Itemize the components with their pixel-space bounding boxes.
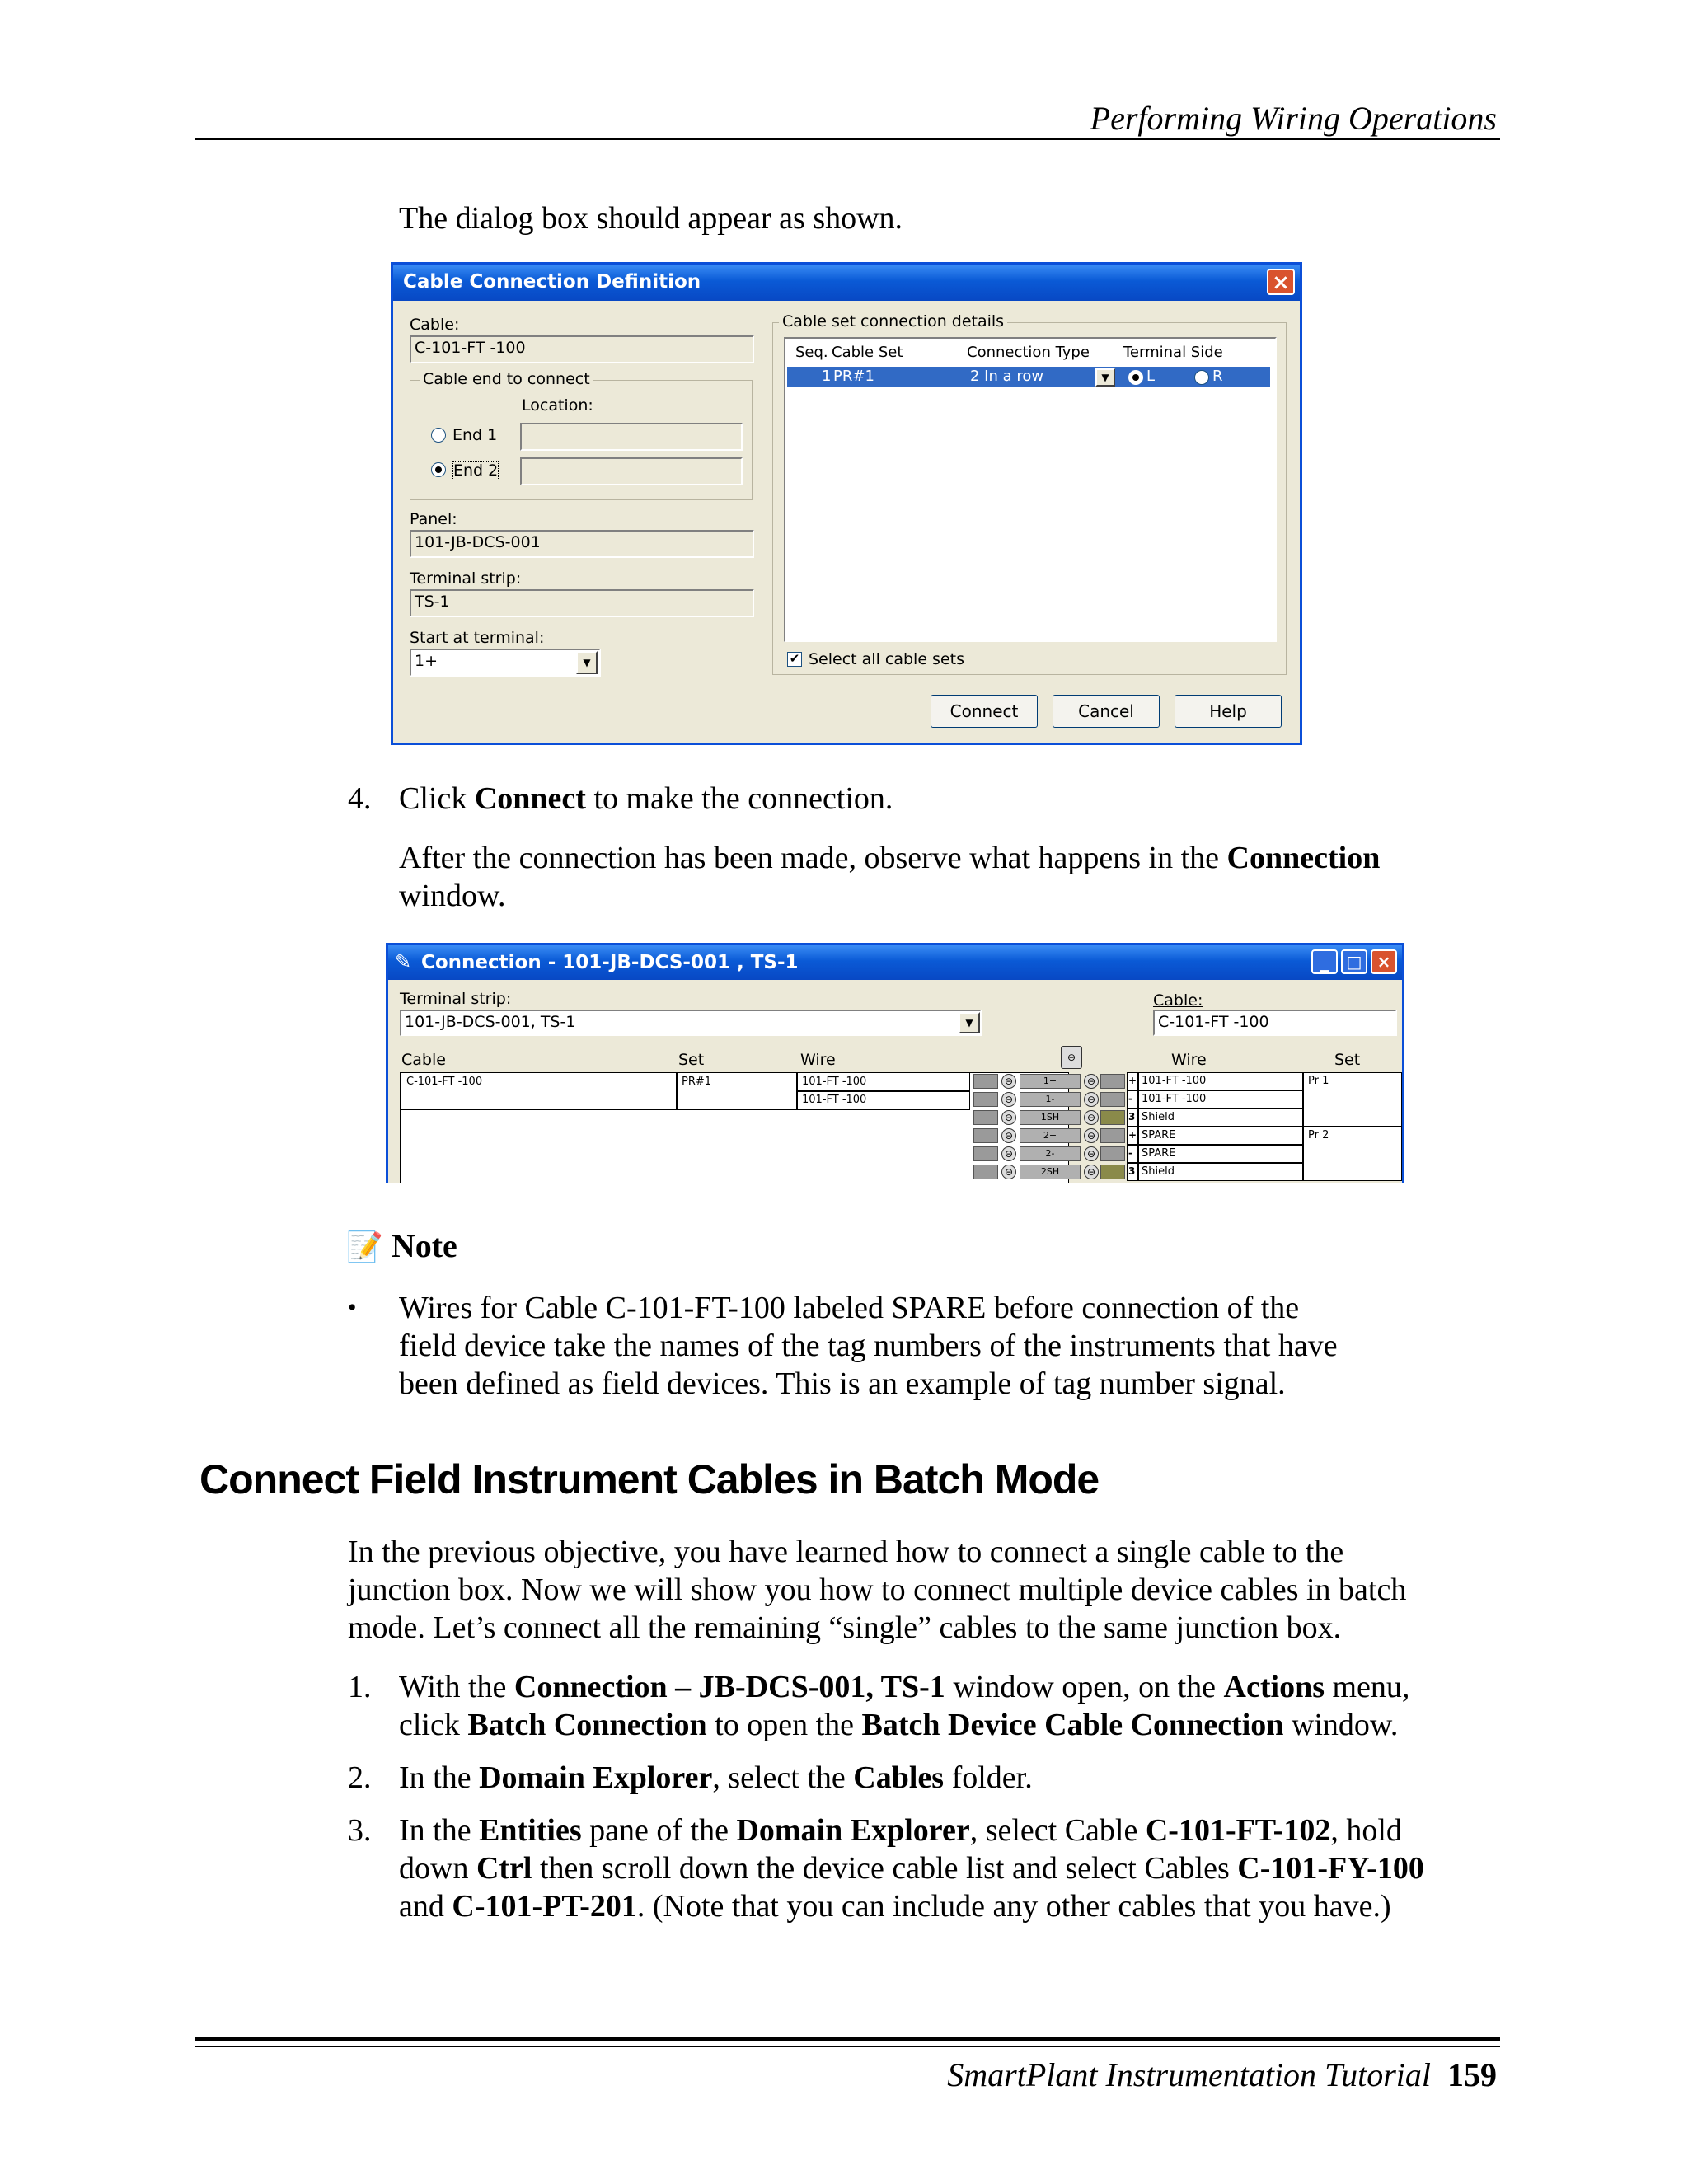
- wire-end-icon: [1100, 1146, 1125, 1161]
- intro-text: The dialog box should appear as shown.: [399, 201, 903, 236]
- after-connection-text: [399, 839, 1470, 915]
- s1-j: window.: [1283, 1708, 1399, 1742]
- right-wire-2: Shield: [1142, 1111, 1175, 1123]
- step-1-number: 1.: [348, 1670, 372, 1704]
- left-wire-2: 101-FT -100: [802, 1094, 867, 1106]
- section-heading: Connect Field Instrument Cables in Batch Mode: [199, 1456, 1100, 1502]
- side-l-label: L: [1146, 368, 1156, 385]
- step-1-line-1: [399, 1668, 1409, 1706]
- screw-icon: ⊖: [1084, 1074, 1099, 1089]
- s3-a: In the: [399, 1813, 480, 1848]
- terminal-4[interactable]: 2-: [1020, 1146, 1081, 1161]
- terminal-strip-label: Terminal strip:: [400, 990, 512, 1008]
- side-r-radio[interactable]: [1194, 370, 1209, 385]
- s3-c: pane of the: [581, 1813, 737, 1848]
- row-cable-set: PR#1: [833, 368, 874, 385]
- end2-location-field[interactable]: [520, 457, 743, 485]
- wire-sign: -: [1128, 1147, 1132, 1159]
- panel-field: 101-JB-DCS-001: [410, 530, 754, 558]
- s2-c: , select the: [712, 1760, 854, 1795]
- panel-label: Panel:: [410, 510, 457, 528]
- s3-m: C-101-PT-201: [452, 1889, 637, 1924]
- step-4-bold: Connect: [474, 781, 586, 816]
- wire-sign: -: [1128, 1093, 1132, 1104]
- s2-b: Domain Explorer: [479, 1760, 713, 1795]
- note-title: Note: [391, 1227, 457, 1264]
- s3-f: C-101-FT-102: [1145, 1813, 1331, 1848]
- cable-end-group-label: Cable end to connect: [420, 370, 593, 388]
- terminal-strip-select[interactable]: 101-JB-DCS-001, TS-1: [400, 1010, 982, 1036]
- note-line-1: Wires for Cable C-101-FT-100 labeled SPARE before connection of the: [399, 1291, 1300, 1325]
- col-header-set: Set: [678, 1051, 705, 1069]
- right-set-3: Pr 2: [1308, 1129, 1329, 1141]
- note-line-3: been defined as field devices. This is an example of tag number signal.: [399, 1366, 1286, 1401]
- right-wire-0: 101-FT -100: [1142, 1075, 1207, 1087]
- col-header-right-wire: Wire: [1171, 1051, 1207, 1069]
- s3-h: down: [399, 1851, 476, 1886]
- cable-connection-dialog: [391, 262, 1302, 745]
- footer: [947, 2055, 1497, 2094]
- section-intro-3: mode. Let’s connect all the remaining “single” cables to the same junction box.: [348, 1610, 1342, 1645]
- step-3-line-1: [399, 1811, 1402, 1849]
- cancel-button[interactable]: Cancel: [1053, 695, 1160, 728]
- s2-e: folder.: [944, 1760, 1033, 1795]
- wire-end-icon: [973, 1165, 998, 1179]
- step-1-line-2: [399, 1706, 1398, 1744]
- end2-radio[interactable]: [431, 462, 446, 477]
- location-label: Location:: [522, 396, 593, 415]
- close-icon[interactable]: ×: [1267, 269, 1295, 295]
- right-wire-4: SPARE: [1142, 1147, 1176, 1160]
- terminal-0[interactable]: 1+: [1020, 1074, 1081, 1089]
- side-l-radio[interactable]: [1128, 370, 1143, 385]
- row-connection-type: 2 In a row: [970, 368, 1044, 385]
- window-titlebar: [388, 945, 1402, 980]
- after-pre: After the connection has been made, observe what happens in the: [399, 841, 1227, 875]
- collapse-icon[interactable]: ⊖: [1061, 1046, 1082, 1069]
- wire-sign: 3: [1128, 1111, 1136, 1122]
- section-intro-1: In the previous objective, you have learned how to connect a single cable to the: [348, 1535, 1344, 1569]
- terminal-2[interactable]: 1SH: [1020, 1110, 1081, 1125]
- step-2-line-1: [399, 1759, 1033, 1797]
- after-bold: Connection: [1226, 841, 1381, 875]
- s1-c: window open, on the: [945, 1670, 1224, 1704]
- chevron-down-icon[interactable]: ▼: [959, 1012, 980, 1033]
- header-rule: [195, 138, 1500, 140]
- s3-j: then scroll down the device cable list and select Cables: [532, 1851, 1238, 1886]
- step-4-pre: Click: [399, 781, 475, 816]
- terminal-3[interactable]: 2+: [1020, 1128, 1081, 1143]
- right-wire-5: Shield: [1142, 1165, 1175, 1178]
- left-set-1: PR#1: [682, 1076, 712, 1088]
- screw-icon: ⊖: [1084, 1092, 1099, 1107]
- running-header: Performing Wiring Operations: [1090, 100, 1497, 137]
- terminal-strip-field: TS-1: [410, 589, 754, 617]
- dialog-titlebar: [393, 265, 1300, 301]
- end1-label: End 1: [452, 426, 498, 444]
- s1-i: Batch Device Cable Connection: [861, 1708, 1284, 1742]
- details-group-label: Cable set connection details: [779, 312, 1007, 330]
- end2-label: End 2: [453, 462, 499, 480]
- grid-header-seq: Seq.: [795, 344, 828, 361]
- wire-end-icon: [1100, 1165, 1125, 1179]
- wire-end-icon: [1100, 1128, 1125, 1143]
- s3-i: Ctrl: [476, 1851, 532, 1886]
- note-heading: [346, 1226, 457, 1265]
- screw-icon: ⊖: [1084, 1110, 1099, 1125]
- note-bullet: •: [348, 1294, 357, 1321]
- s1-e: menu,: [1325, 1670, 1410, 1704]
- close-icon[interactable]: ×: [1371, 949, 1397, 974]
- screw-icon: ⊖: [1001, 1165, 1016, 1179]
- s3-b: Entities: [479, 1813, 582, 1848]
- select-all-label: Select all cable sets: [809, 650, 964, 668]
- row-seq: 1: [822, 368, 832, 385]
- screw-icon: ⊖: [1084, 1146, 1099, 1161]
- wire-end-icon: [1100, 1092, 1125, 1107]
- s3-k: C-101-FY-100: [1237, 1851, 1424, 1886]
- grid-header-terminal-side: Terminal Side: [1123, 344, 1223, 361]
- col-header-wire: Wire: [800, 1051, 836, 1069]
- wire-end-icon: [973, 1128, 998, 1143]
- step-2-number: 2.: [348, 1760, 372, 1795]
- terminal-1[interactable]: 1-: [1020, 1092, 1081, 1107]
- terminal-strip-label: Terminal strip:: [410, 569, 522, 588]
- wire-sign: 3: [1128, 1165, 1136, 1177]
- col-header-cable: Cable: [401, 1051, 446, 1069]
- wire-end-icon: [1100, 1110, 1125, 1125]
- section-intro-2: junction box. Now we will show you how to connect multiple device cables in batch: [348, 1572, 1407, 1607]
- s3-e: , select Cable: [969, 1813, 1146, 1848]
- note-line-2: field device take the names of the tag numbers of the instruments that have: [399, 1329, 1338, 1363]
- wire-end-icon: [973, 1146, 998, 1161]
- s1-d: Actions: [1223, 1670, 1325, 1704]
- right-wire-1: 101-FT -100: [1142, 1093, 1207, 1105]
- right-set-0: Pr 1: [1308, 1075, 1329, 1087]
- side-r-label: R: [1212, 368, 1223, 385]
- chevron-down-icon[interactable]: ▼: [1095, 368, 1115, 387]
- cable-label: Cable:: [1153, 991, 1203, 1010]
- step-3-line-2: [399, 1849, 1424, 1887]
- s3-d: Domain Explorer: [736, 1813, 970, 1848]
- screw-icon: ⊖: [1001, 1128, 1016, 1143]
- cable-field: C-101-FT -100: [1153, 1010, 1397, 1036]
- pencil-note-icon: 📝: [346, 1230, 383, 1263]
- start-terminal-select[interactable]: 1+: [410, 649, 601, 677]
- step-4-text: [399, 780, 893, 818]
- wire-sign: +: [1128, 1075, 1137, 1086]
- connect-button[interactable]: Connect: [931, 695, 1038, 728]
- s1-f: click: [399, 1708, 468, 1742]
- s1-a: With the: [399, 1670, 514, 1704]
- maximize-icon[interactable]: □: [1341, 949, 1367, 974]
- right-wire-3: SPARE: [1142, 1129, 1176, 1141]
- grid-header-connection-type: Connection Type: [967, 344, 1090, 361]
- wire-sign: +: [1128, 1129, 1137, 1141]
- help-button[interactable]: Help: [1175, 695, 1282, 728]
- screw-icon: ⊖: [1001, 1092, 1016, 1107]
- page-number: 159: [1447, 2056, 1497, 2093]
- s2-a: In the: [399, 1760, 480, 1795]
- step-3-number: 3.: [348, 1813, 372, 1848]
- connection-window: [386, 943, 1404, 1183]
- step-3-line-3: [399, 1887, 1391, 1925]
- screw-icon: ⊖: [1001, 1110, 1016, 1125]
- step-4-number: 4.: [348, 781, 372, 816]
- end1-location-field[interactable]: [520, 423, 743, 451]
- window-title: Connection - 101-JB-DCS-001 , TS-1: [421, 952, 799, 973]
- minimize-icon[interactable]: _: [1311, 949, 1338, 974]
- s1-g: Batch Connection: [467, 1708, 707, 1742]
- screw-icon: ⊖: [1001, 1074, 1016, 1089]
- footer-rule-thick: [195, 2037, 1500, 2041]
- wire-end-icon: [1100, 1074, 1125, 1089]
- cable-field: C-101-FT -100: [410, 335, 754, 363]
- pen-icon: ✎: [395, 950, 412, 973]
- s1-b: Connection – JB-DCS-001, TS-1: [513, 1670, 945, 1704]
- left-cable-1: C-101-FT -100: [406, 1076, 483, 1088]
- footer-rule-thin: [195, 2046, 1500, 2047]
- footer-title: SmartPlant Instrumentation Tutorial: [947, 2056, 1431, 2093]
- dialog-title: Cable Connection Definition: [403, 271, 701, 293]
- col-header-right-set: Set: [1334, 1051, 1361, 1069]
- s3-n: . (Note that you can include any other cables that you have.): [636, 1889, 1391, 1924]
- grid-header-cable-set: Cable Set: [832, 344, 903, 361]
- wire-end-icon: [973, 1110, 998, 1125]
- terminal-5[interactable]: 2SH: [1020, 1165, 1081, 1179]
- end1-radio[interactable]: [431, 428, 446, 443]
- wire-end-icon: [973, 1074, 998, 1089]
- s3-g: , hold: [1330, 1813, 1402, 1848]
- step-4-post: to make the connection.: [585, 781, 893, 816]
- wire-end-icon: [973, 1092, 998, 1107]
- select-all-checkbox[interactable]: ✔: [787, 652, 802, 667]
- left-wire-1: 101-FT -100: [802, 1076, 867, 1088]
- s3-l: and: [399, 1889, 452, 1924]
- chevron-down-icon[interactable]: ▼: [576, 651, 598, 674]
- screw-icon: ⊖: [1084, 1165, 1099, 1179]
- start-terminal-label: Start at terminal:: [410, 629, 545, 647]
- s1-h: to open the: [706, 1708, 862, 1742]
- cable-label: Cable:: [410, 316, 460, 334]
- screw-icon: ⊖: [1084, 1128, 1099, 1143]
- after-post: window.: [399, 879, 506, 913]
- screw-icon: ⊖: [1001, 1146, 1016, 1161]
- s2-d: Cables: [853, 1760, 945, 1795]
